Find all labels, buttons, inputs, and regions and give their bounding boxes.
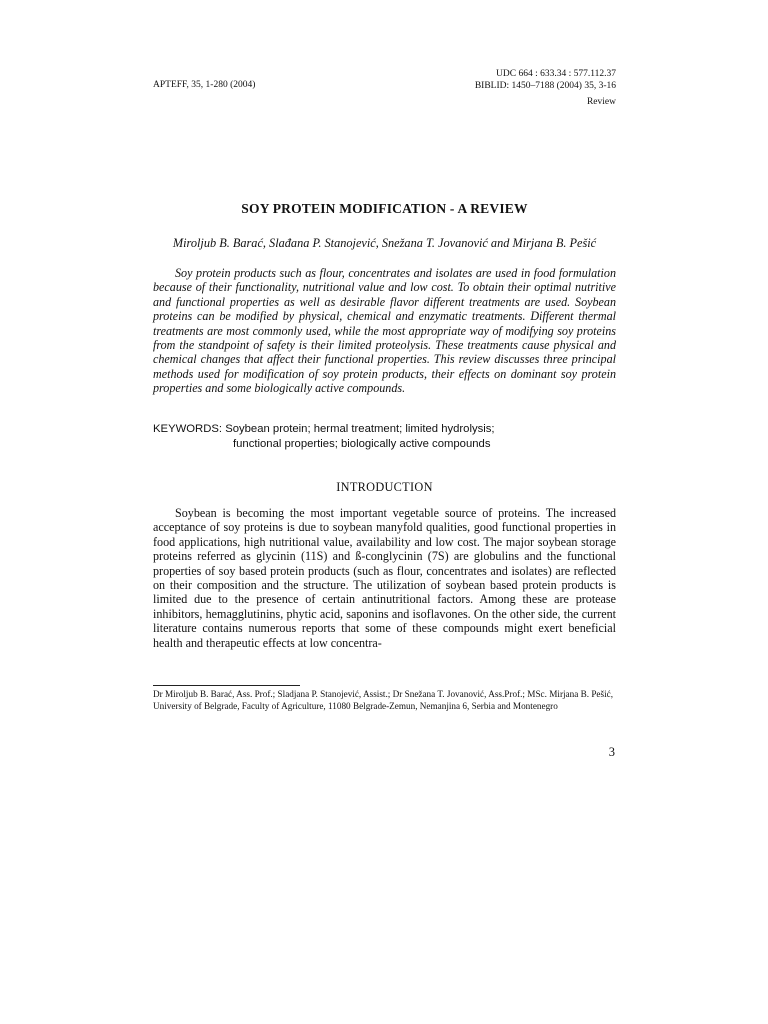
article-type: Review	[586, 97, 616, 107]
author-list: Miroljub B. Barać, Slađana P. Stanojević, Snežana T. Jovanović and Mirjana B. Pešić	[172, 236, 597, 250]
keywords-line-1: Soybean protein; hermal treatment; limited hydrolysis;	[225, 423, 495, 435]
section-heading-introduction: INTRODUCTION	[336, 480, 433, 494]
keywords-label: KEYWORDS:	[153, 423, 223, 435]
udc-code: UDC 664 : 633.34 : 577.112.37	[496, 69, 616, 79]
author-affiliation-footnote: Dr Miroljub B. Barać, Ass. Prof.; Sladjana P. Stanojević, Assist.; Dr Snežana T. Jovanović, Ass.Prof.; MSc. Mirjana B. Pešić, University of Belgrade, Faculty of Agriculture, 11080 Belgrade-Zemun, Nemanjina 6, Serbia and Montenegro	[153, 689, 614, 712]
article-title: SOY PROTEIN MODIFICATION - A REVIEW	[241, 201, 528, 216]
abstract: Soy protein products such as flour, concentrates and isolates are used in food formulation because of their functionality, nutritional value and low cost. To obtain their optimal nutritive and functional properties as well as desirable flavor different treatments are used. Soybean proteins can be modified by physical, chemical and enzymatic treatments. Different thermal treatments are most commonly used, while the most appropriate way of modifying soy proteins from the standpoint of safety is their limited proteolysis. These treatments cause physical and chemical changes that affect their functional properties. This review discusses three principal methods used for modification of soy protein products, their effects on dominant soy protein properties and some biologically active compounds.	[153, 266, 616, 396]
page-number: 3	[608, 745, 615, 759]
journal-reference: APTEFF, 35, 1-280 (2004)	[153, 80, 256, 90]
introduction-paragraph: Soybean is becoming the most important vegetable source of proteins. The increased acceptance of soy proteins is due to soybean manyfold qualities, good functional properties in food applications, high nutritional value, availability and low cost. The major soybean storage proteins referred as glycinin (11S) and ß-conglycinin (7S) are globulins and the functional properties of soy based protein products (such as flour, concentrates and isolates) are reflected on their composition and the structure. The utilization of soybean based protein products is limited due to the presence of certain antinutritional factors. Among these are protease inhibitors, hemagglutinins, phytic acid, saponins and isoflavones. On the other side, the current literature contains numerous reports that some of these compounds might exert beneficial health and therapeutic effects at low concentra-	[153, 506, 616, 650]
footnote-divider	[153, 685, 300, 686]
bibliographic-info	[475, 68, 616, 92]
biblid-code: BIBLID: 1450–7188 (2004) 35, 3-16	[474, 81, 616, 91]
keywords	[153, 422, 623, 451]
keywords-line-2: functional properties; biologically active compounds	[233, 437, 491, 450]
